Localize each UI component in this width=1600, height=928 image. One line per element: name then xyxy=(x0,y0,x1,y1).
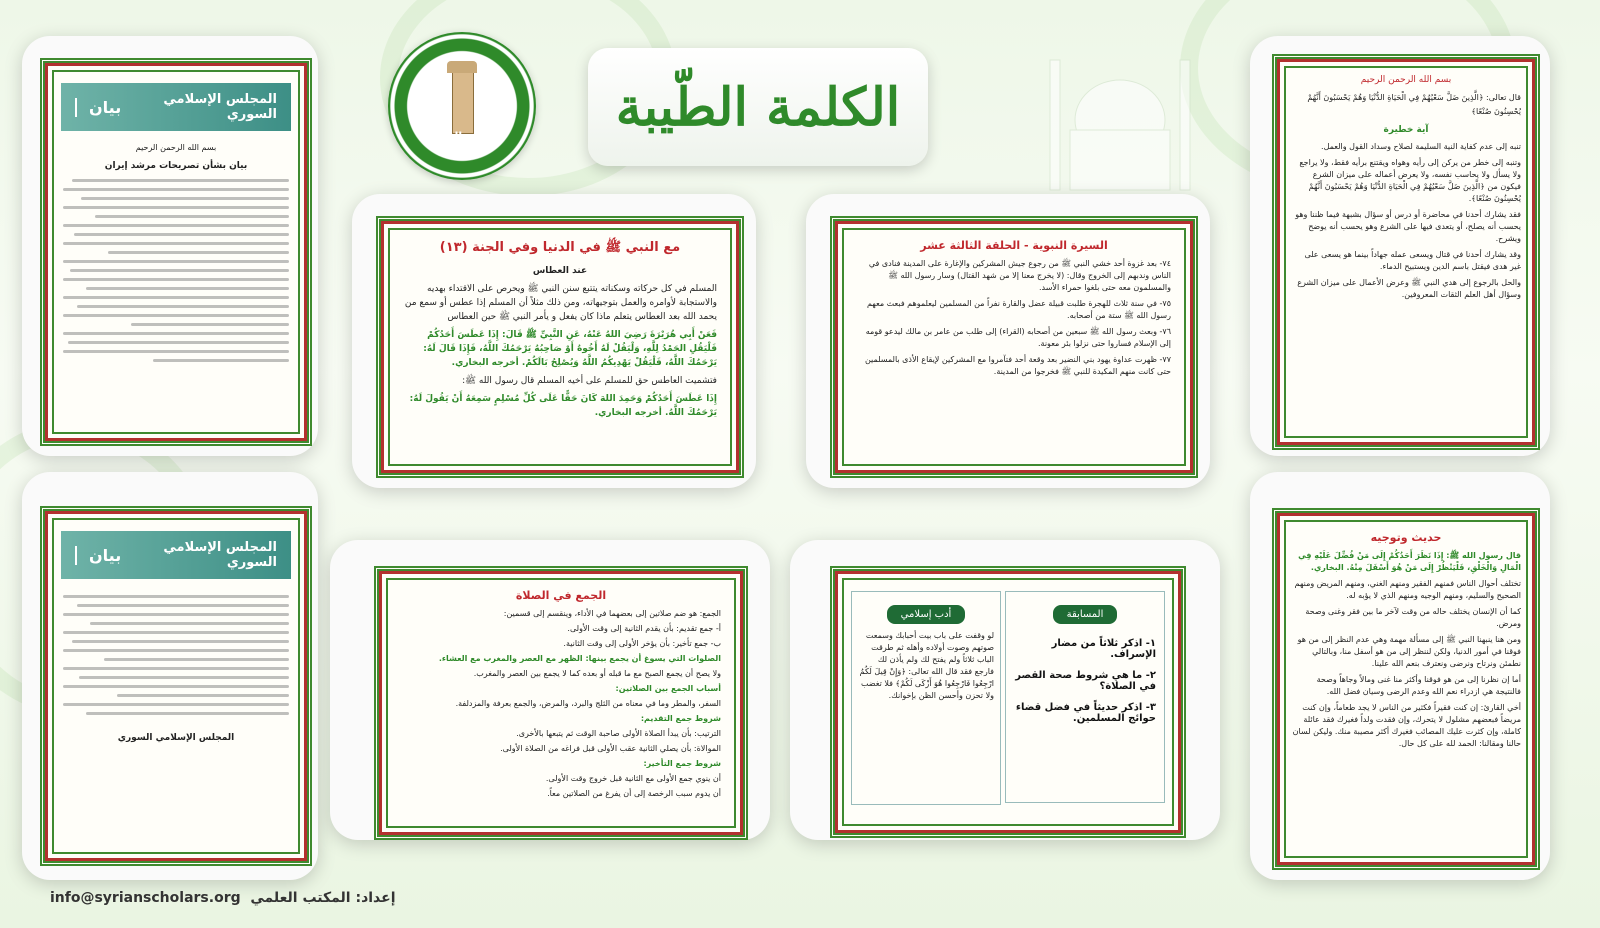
list-item: ب- جمع تأخير: بأن يؤخر الأولى إلى وقت الثانية. xyxy=(563,639,721,648)
paragraph: وقد يشارك أحدنا في قتال ويسعى عمله جهاداً بينما هو يسعى على غير هدى فيقتل باسم الدين ويستبيح الدماء. xyxy=(1304,250,1521,271)
list-item: ولا يصح أن يجمع الصبح مع ما قبله أو بعده كما لا يجمع بين العصر والمغرب. xyxy=(473,669,721,678)
section-title: حديث وتوجيه xyxy=(1370,531,1442,544)
list-item: الصلوات التي يسوغ أن يجمع بينها: الظهر مع العصر والمغرب مع العشاء. xyxy=(438,654,721,663)
card-sneezing xyxy=(352,194,756,488)
card-statement-top xyxy=(22,36,318,456)
etiquette-box xyxy=(851,591,1001,805)
banner-name: المجلس الإسلامي السوري xyxy=(163,540,277,570)
list-item: أن يدوم سبب الرخصة إلى أن يفرغ من الصلاتين معاً. xyxy=(547,789,721,798)
statement-title: بيان بشأن تصريحات مرشد إيران xyxy=(104,161,248,171)
section-title: السيرة النبوية - الحلقة الثالثة عشر xyxy=(920,239,1108,252)
list-item: الترتيب: بأن يبدأ الصلاة الأولى صاحبة الوقت ثم يتبعها بالأخرى. xyxy=(516,729,721,738)
card-quiz xyxy=(790,540,1220,840)
hadith-text: قال رسول الله ﷺ: إِذَا نَظَرَ أَحَدُكُمْ إِلَى مَنْ فُضِّلَ عَلَيْهِ فِي الْمَالِ وَالْخَلْقِ، فَلْيَنْظُرْ إِلَى مَنْ هُوَ أَسْفَلَ مِنْهُ. البخاري. xyxy=(1298,551,1521,572)
hadith-text: فَعَنْ أَبِي هُرَيْرَةَ رَضِيَ اللهُ عَنْهُ، عَنِ النَّبِيِّ ﷺ قَالَ: إِذَا عَطَسَ أَحَدُكُمْ فَلْيَقُلِ الحَمْدُ لِلَّهِ، وَلْيَقُلْ لَهُ أَخُوهُ أَوْ صَاحِبُهُ يَرْحَمُكَ اللَّهُ، فَإِذَا قَالَ لَهُ: يَرْحَمُكَ اللَّهُ، فَلْيَقُلْ يَهْدِيكُمُ اللَّهُ وَيُصْلِحُ بَالَكُمْ. أخرجه البخاري. xyxy=(423,330,717,368)
mosque-illustration xyxy=(1030,40,1210,200)
paragraph: أخي القارئ: إن كنت فقيراً فكثير من الناس لا يجد طعاماً، وإن كنت مريضاً فبعضهم مشلول لا يتحرك، وإن فقدت ولداً فغيرك فقد عائلة كاملة، وإن كثرت عليك المصائب فغيرك أكثر مصيبة منك. وليكن لسان حالنا ومقالنا: الحمد لله على كل حال. xyxy=(1292,703,1521,748)
card-statement-bottom xyxy=(22,472,318,880)
ornamental-frame xyxy=(376,216,744,478)
page-title-box xyxy=(588,48,928,166)
council-banner xyxy=(61,531,291,579)
statement-text-lines xyxy=(63,595,289,715)
ornamental-frame xyxy=(374,566,748,840)
council-banner xyxy=(61,83,291,131)
statement-signature: المجلس الإسلامي السوري xyxy=(117,733,235,743)
banner-name: المجلس الإسلامي السوري xyxy=(163,92,277,122)
paragraph: فقد يشارك أحدنا في محاضرة أو درس أو سؤال بشبهة فيما ظننا وهو يحسب أنه يصلح، أو يتعدى فيها على الشرع وهو يحسب أنه يوضح ويشرح. xyxy=(1295,210,1521,243)
list-item: الموالاة: بأن يصلي الثانية عقب الأولى قبل فراغه من الصلاة الأولى. xyxy=(500,744,721,753)
quiz-question: ١- اذكر ثلاثاً من مضار الإسراف. xyxy=(1051,638,1156,660)
list-item: شروط جمع التقديم: xyxy=(640,714,721,723)
list-item: أسباب الجمع بين الصلاتين: xyxy=(615,684,721,693)
basmala: بسم الله الرحمن الرحيم xyxy=(1360,75,1452,85)
quiz-question: ٣- اذكر حديثاً في فضل قضاء حوائج المسلمين. xyxy=(1015,702,1156,724)
minaret-icon xyxy=(452,72,474,134)
etiquette-text: لو وقفت على باب بيت أحبابك وسمعت صوتهم وصوت أولاده وأهله ثم طرقت الباب ثلاثاً ولم يفتح لك ولم يأذن لك فارجع فقد قال الله تعالى: ﴿وَإِنْ قِيلَ لَكُمُ ارْجِعُوا فَارْجِعُوا هُوَ أَزْكَى لَكُمْ﴾ فلا تغضب ولا تحزن وأحسن الظن بإخوانك. xyxy=(859,631,994,700)
paragraph: ٧٧- ظهرت عداوة يهود بني النضير بعد وقعة أحد فتآمروا مع المشركين لإيقاع الأذى بالمسلمين حتى كانت منهم المكيدة للنبي ﷺ فخرجوا من المدينة. xyxy=(864,355,1171,376)
list-item: أ- جمع تقديم: بأن يقدم الثانية إلى وقت الأولى. xyxy=(567,624,721,633)
ornamental-frame xyxy=(830,566,1186,838)
basmala: بسم الله الرحمن الرحيم xyxy=(135,143,217,152)
list-item: الجمع: هو ضم صلاتين إلى بعضهما في الأداء، وينقسم إلى قسمين: xyxy=(503,609,721,618)
etiquette-label: أدب إسلامي xyxy=(887,605,966,624)
ornamental-frame xyxy=(40,506,312,866)
section-subtitle: آية خطيرة xyxy=(1383,125,1429,135)
section-title: الجمع في الصلاة xyxy=(515,589,607,602)
list-item: أن ينوي جمع الأولى مع الثانية قبل خروج وقت الأولى. xyxy=(545,774,721,783)
paragraph: ٧٤- بعد غزوة أحد خشي النبي ﷺ من رجوع جيش المشركين والإغارة على المدينة فنادى في الناس وندبهم إلى الخروج وقال: (لا يخرج معنا إلا من شهد القتال) وسار رسول الله ﷺ والمسلمون معه حتى بلغوا حمراء الأسد. xyxy=(868,259,1171,292)
paragraph: والحل بالرجوع إلى هدي النبي ﷺ وعرض الأعمال على ميزان الشرع وسؤال أهل العلم الثقات المعروفين. xyxy=(1297,278,1521,299)
paragraph: كما أن الإنسان يختلف حاله من وقت لآخر ما بين فقر وغنى وصحة ومرض. xyxy=(1305,607,1521,628)
ornamental-frame xyxy=(830,216,1198,478)
banner-word: بيان xyxy=(75,546,121,565)
ornamental-frame xyxy=(1272,54,1540,450)
paragraph: المسلم في كل حركاته وسكناته يتتبع سنن النبي ﷺ ويحرص على الاقتداء بهديه والاستجابة لأوامره والعمل بتوجيهاته، ومن ذلك مثلاً أن المسلم إذا عطس أو سمع من يحمد الله بعد العطاس يتعلم ماذا كان يفعل و يأمر النبي ﷺ حين العطاس xyxy=(404,284,717,322)
paragraph: تنبه إلى عدم كفاية النية السليمة لصلاح وسداد القول والعمل. xyxy=(1321,142,1521,151)
card-seerah xyxy=(806,194,1210,488)
quiz-box xyxy=(1005,591,1165,803)
footer xyxy=(50,890,396,906)
list-item: شروط جمع التأخير: xyxy=(643,759,721,768)
paragraph: ٧٦- وبعث رسول الله ﷺ سبعين من أصحابه (القراء) إلى طلب من عامر بن مالك ليدعو قومه إلى الإسلام فساروا حتى نزلوا بئر معونة. xyxy=(865,327,1171,348)
card-combining-prayers xyxy=(330,540,770,840)
hadith-text: إِذَا عَطَسَ أَحَدُكُمْ وَحَمِدَ اللهَ كَانَ حَقًّا عَلَى كُلِّ مُسْلِمٍ سَمِعَهُ أَنْ يَقُولَ لَهُ: يَرْحَمُكَ اللَّهُ. أخرجه البخاري. xyxy=(409,394,717,418)
statement-text-lines xyxy=(63,179,289,362)
paragraph: تختلف أحوال الناس فمنهم الفقير ومنهم الغني، ومنهم المريض ومنهم الصحيح والسليم، ومنهم الوجيه ومنهم الذي لا يؤبه له. xyxy=(1294,579,1521,600)
logo-text: رابطة العلماء السوريين xyxy=(426,130,498,156)
paragraph: فتشميت العاطس حق للمسلم على أخيه المسلم قال رسول الله ﷺ: xyxy=(462,376,717,386)
banner-word: بيان xyxy=(75,98,121,117)
footer-email[interactable]: info@syrianscholars.org xyxy=(50,890,241,906)
quiz-label: المسابقة xyxy=(1053,605,1118,624)
card-hadith xyxy=(1250,472,1550,880)
scholars-league-logo xyxy=(388,32,536,180)
ornamental-frame xyxy=(40,58,312,446)
footer-prepared-by: إعداد: المكتب العلمي xyxy=(250,890,396,906)
paragraph: ومن هنا ينبهنا النبي ﷺ إلى مسألة مهمة وهي عدم النظر إلى من هو فوقنا في أمور الدنيا، ولكن لننظر إلى من هو أسفل منا، وبالتالي نطمئن ونرتاح ونرضى ونعترف بنعم الله علينا. xyxy=(1297,635,1521,668)
paragraph: ٧٥- في سنة ثلاث للهجرة طلبت قبيلة عضل والقارة نفراً من المسلمين ليعلموهم فبعث معهم رسول الله ﷺ ستة من أصحابه. xyxy=(866,299,1171,320)
ornamental-frame xyxy=(1272,508,1540,870)
quran-verse: قال تعالى: ﴿الَّذِينَ ضَلَّ سَعْيُهُمْ فِي الْحَيَاةِ الدُّنْيَا وَهُمْ يَحْسَبُونَ أَنَّهُمْ يُحْسِنُونَ صُنْعًا﴾ xyxy=(1307,93,1521,116)
list-item: السفر، والمطر وما في معناه من الثلج والبرد، والمرض، والجمع بعرفة والمزدلفة. xyxy=(455,699,721,708)
card-verse xyxy=(1250,36,1550,456)
section-subtitle: عند العطاس xyxy=(532,266,588,276)
paragraph: أما إن نظرنا إلى من هو فوقنا وأكثر منا غنى ومالاً وجاهاً وصحة فالنتيجة هي ازدراء نعم الله وعدم الرضى وسيان فضل الله. xyxy=(1316,675,1521,696)
page-title: الكلمة الطّيبة xyxy=(615,76,901,138)
section-title: مع النبي ﷺ في الدنيا وفي الجنة (١٣) xyxy=(439,240,681,255)
paragraph: وتنبه إلى خطر من يركن إلى رأيه وهواه ويقتنع برأيه فقط، ولا يراجع ولا يسأل ولا يحاسب نفسه، ولا يعرض أعماله على ميزان الشرع فيكون من ﴿الَّذِينَ ضَلَّ سَعْيُهُمْ فِي الْحَيَاةِ الدُّنْيَا وَهُمْ يَحْسَبُونَ أَنَّهُمْ يُحْسِنُونَ صُنْعًا﴾. xyxy=(1299,158,1521,203)
quiz-question: ٢- ما هي شروط صحة القصر في الصلاة؟ xyxy=(1015,670,1156,692)
